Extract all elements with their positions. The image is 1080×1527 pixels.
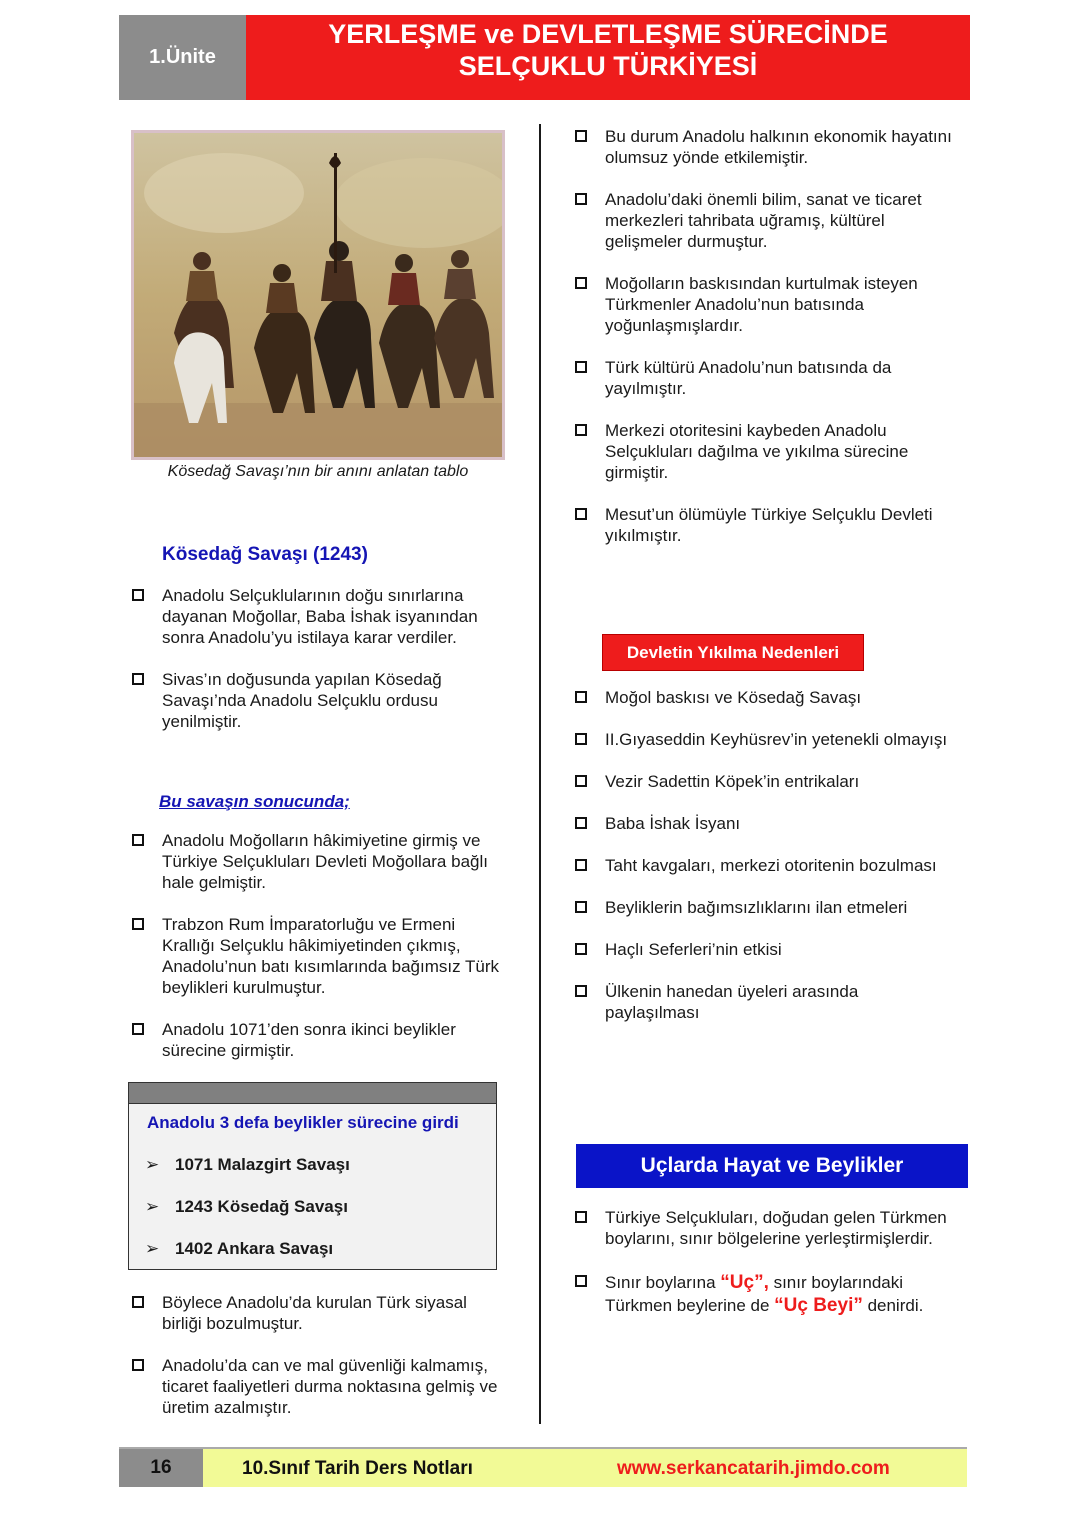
- list-item: Anadolu 1071’den sonra ikinci beylikler sürecine girmiştir.: [130, 1019, 510, 1061]
- column-divider: [539, 124, 541, 1424]
- causes-label: Devletin Yıkılma Nedenleri: [602, 634, 864, 671]
- checkbox-bullet-icon: [575, 817, 587, 829]
- list-item: Mesut’un ölümüyle Türkiye Selçuklu Devleti yıkılmıştır.: [573, 504, 953, 546]
- list-item: Bu durum Anadolu halkının ekonomik hayatını olumsuz yönde etkilemiştir.: [573, 126, 953, 168]
- checkbox-bullet-icon: [132, 918, 144, 930]
- list-item: Moğolların baskısından kurtulmak isteyen Türkmenler Anadolu’nun batısında yoğunlaşmışlardır.: [573, 273, 953, 336]
- result-list: [130, 830, 510, 1061]
- infobox-header-bar: [128, 1082, 497, 1104]
- infobox-item: ➢ 1071 Malazgirt Savaşı: [145, 1155, 350, 1174]
- checkbox-bullet-icon: [132, 589, 144, 601]
- list-item: Türkiye Selçukluları, doğudan gelen Türkmen boylarını, sınır bölgelerine yerleştirmişlerdir.: [573, 1207, 958, 1249]
- checkbox-bullet-icon: [132, 1296, 144, 1308]
- checkbox-bullet-icon: [132, 1023, 144, 1035]
- kosedag-list: [130, 585, 510, 732]
- checkbox-bullet-icon: [575, 775, 587, 787]
- list-item: Haçlı Seferleri’nin etkisi: [573, 939, 953, 960]
- battle-painting-illustration: [134, 133, 502, 457]
- list-item: Moğol baskısı ve Kösedağ Savaşı: [573, 687, 953, 708]
- list-item: II.Gıyaseddin Keyhüsrev’in yetenekli olmayışı: [573, 729, 953, 750]
- checkbox-bullet-icon: [575, 985, 587, 997]
- list-item: Anadolu’daki önemli bilim, sanat ve ticaret merkezleri tahribata uğramış, kültürel gelişmeler durmuştur.: [573, 189, 953, 252]
- list-item: Merkezi otoritesini kaybeden Anadolu Selçukluları dağılma ve yıkılma sürecine girmiştir.: [573, 420, 953, 483]
- checkbox-bullet-icon: [575, 193, 587, 205]
- page-title-line2: SELÇUKLU TÜRKİYESİ: [458, 51, 758, 81]
- list-item: Anadolu Selçuklularının doğu sınırlarına dayanan Moğollar, Baba İshak isyanından sonra Anadolu’yu istilaya karar verdiler.: [130, 585, 510, 648]
- checkbox-bullet-icon: [575, 943, 587, 955]
- beylikler-infobox: [128, 1104, 497, 1270]
- checkbox-bullet-icon: [575, 1275, 587, 1287]
- list-item: Anadolu’da can ve mal güvenliği kalmamış, ticaret faaliyetleri durma noktasına gelmiş ve üretim azalmıştır.: [130, 1355, 510, 1418]
- list-item: Taht kavgaları, merkezi otoritenin bozulması: [573, 855, 953, 876]
- uc-term: “Uç”,: [720, 1272, 769, 1293]
- list-item: Böylece Anadolu’da kurulan Türk siyasal birliği bozulmuştur.: [130, 1292, 510, 1334]
- unit-label: 1.Ünite: [119, 15, 246, 100]
- footer-url-link[interactable]: www.serkancatarih.jimdo.com: [617, 1458, 890, 1479]
- infobox-item: ➢ 1402 Ankara Savaşı: [145, 1239, 334, 1258]
- list-item: Türk kültürü Anadolu’nun batısında da yayılmıştır.: [573, 357, 953, 399]
- result-heading: Bu savaşın sonucunda;: [159, 792, 350, 811]
- section-banner: Uçlarda Hayat ve Beylikler: [576, 1144, 968, 1188]
- checkbox-bullet-icon: [132, 673, 144, 685]
- list-item: Beyliklerin bağımsızlıklarını ilan etmeleri: [573, 897, 953, 918]
- bottom-list: [130, 1292, 510, 1418]
- checkbox-bullet-icon: [575, 508, 587, 520]
- painting-caption: Kösedağ Savaşı’nın bir anını anlatan tablo: [167, 463, 469, 480]
- page-title: [246, 15, 970, 100]
- arrow-bullet-icon: ➢: [145, 1197, 160, 1216]
- list-item: Ülkenin hanedan üyeleri arasında paylaşılması: [573, 981, 953, 1023]
- list-item: Anadolu Moğolların hâkimiyetine girmiş ve Türkiye Selçukluları Devleti Moğollara bağlı hale gelmiştir.: [130, 830, 510, 893]
- list-item: Baba İshak İsyanı: [573, 813, 953, 834]
- uc-beyi-term: “Uç Beyi”: [774, 1295, 863, 1316]
- checkbox-bullet-icon: [575, 691, 587, 703]
- kosedag-heading: Kösedağ Savaşı (1243): [162, 544, 368, 565]
- infobox-item: ➢ 1243 Kösedağ Savaşı: [145, 1197, 348, 1216]
- consequences-list: [573, 126, 953, 546]
- causes-list: [573, 687, 953, 1023]
- page-title-line1: YERLEŞME ve DEVLETLEŞME SÜRECİNDE: [328, 19, 888, 49]
- checkbox-bullet-icon: [575, 130, 587, 142]
- checkbox-bullet-icon: [575, 901, 587, 913]
- checkbox-bullet-icon: [575, 361, 587, 373]
- list-item: Vezir Sadettin Köpek’in entrikaları: [573, 771, 953, 792]
- arrow-bullet-icon: ➢: [145, 1155, 160, 1174]
- checkbox-bullet-icon: [132, 1359, 144, 1371]
- checkbox-bullet-icon: [575, 424, 587, 436]
- page-number: 16: [119, 1449, 203, 1487]
- checkbox-bullet-icon: [575, 277, 587, 289]
- checkbox-bullet-icon: [132, 834, 144, 846]
- uclar-list: [573, 1207, 958, 1317]
- checkbox-bullet-icon: [575, 859, 587, 871]
- arrow-bullet-icon: ➢: [145, 1239, 160, 1258]
- checkbox-bullet-icon: [575, 733, 587, 745]
- battle-painting: [131, 130, 505, 460]
- footer-title: 10.Sınıf Tarih Ders Notları: [242, 1458, 473, 1479]
- infobox-title: Anadolu 3 defa beylikler sürecine girdi: [147, 1113, 459, 1132]
- list-item: Sınır boylarına “Uç”, sınır boylarındaki Türkmen beylerine de “Uç Beyi” denirdi.: [573, 1271, 958, 1317]
- checkbox-bullet-icon: [575, 1211, 587, 1223]
- list-item: Trabzon Rum İmparatorluğu ve Ermeni Krallığı Selçuklu hâkimiyetinden çıkmış, Anadolu’nun batı kısımlarında bağımsız Türk beylikleri kurulmuştur.: [130, 914, 510, 998]
- list-item: Sivas’ın doğusunda yapılan Kösedağ Savaşı’nda Anadolu Selçuklu ordusu yenilmiştir.: [130, 669, 510, 732]
